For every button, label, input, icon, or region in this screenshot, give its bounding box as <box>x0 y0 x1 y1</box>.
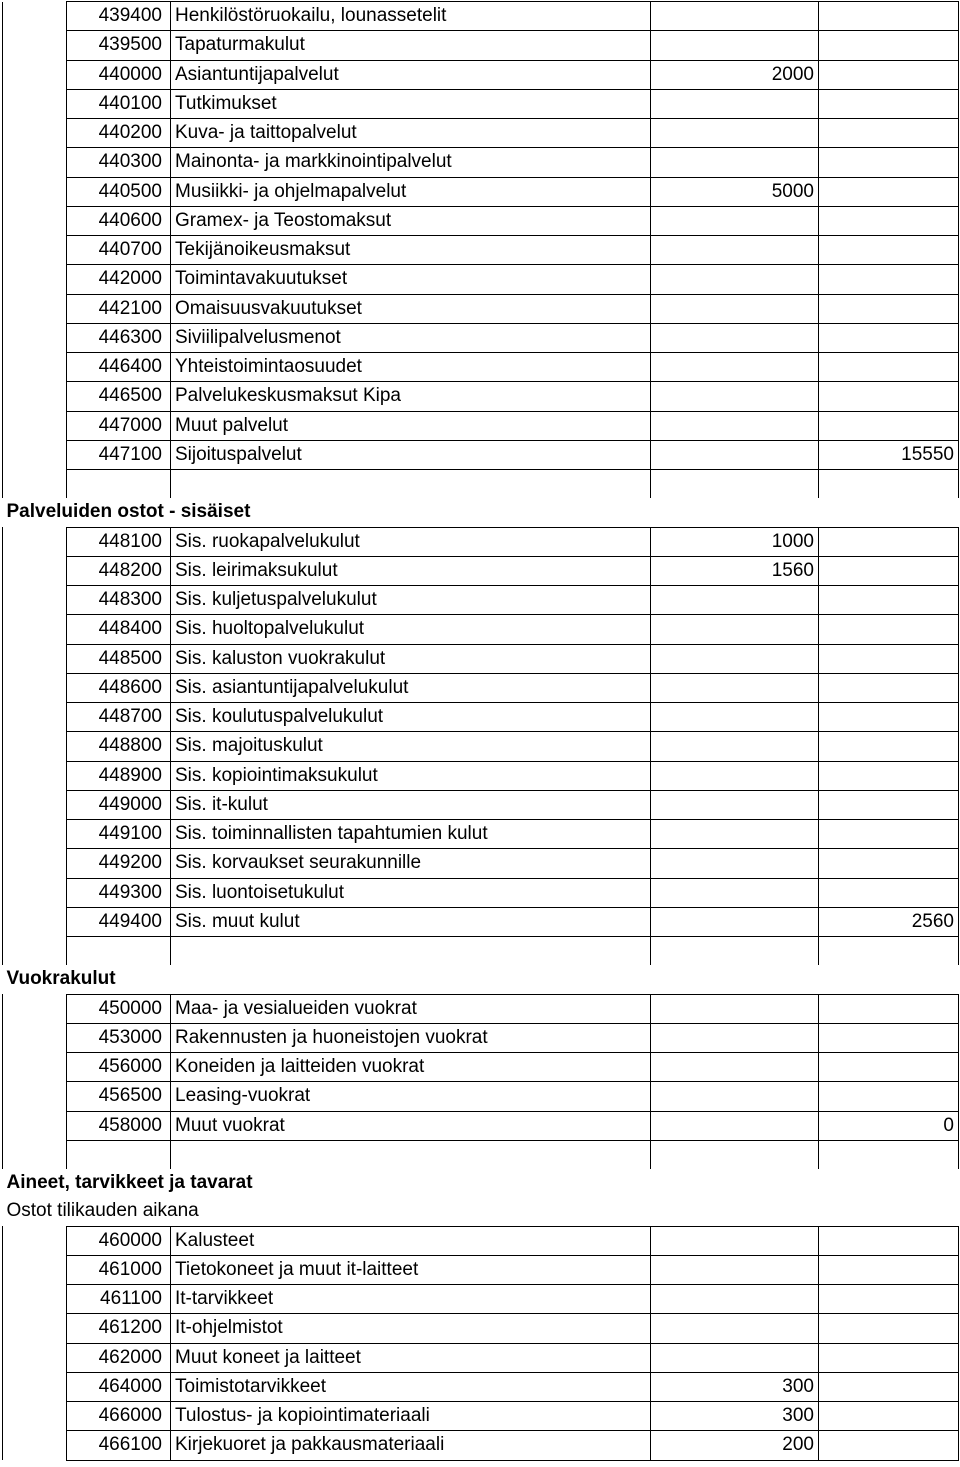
indent-cell[interactable] <box>3 1285 67 1314</box>
total-cell[interactable] <box>819 119 959 148</box>
account-name-cell[interactable]: Kalusteet <box>171 1226 651 1255</box>
table-row <box>3 1023 959 1052</box>
account-name-cell[interactable]: Sis. majoituskulut <box>171 732 651 761</box>
table-row <box>3 1402 959 1431</box>
table-row <box>3 878 959 907</box>
amount-cell[interactable]: 2000 <box>651 60 819 89</box>
account-code-cell[interactable]: 440300 <box>67 148 171 177</box>
account-name-cell[interactable]: Sis. kuljetuspalvelukulut <box>171 586 651 615</box>
amount-cell[interactable]: 1000 <box>651 527 819 556</box>
table-row <box>3 790 959 819</box>
indent-cell[interactable] <box>3 60 67 89</box>
total-cell[interactable] <box>819 60 959 89</box>
account-name-cell[interactable]: Kirjekuoret ja pakkausmateriaali <box>171 1431 651 1460</box>
account-code-cell[interactable]: 466100 <box>67 1431 171 1460</box>
total-cell[interactable] <box>819 703 959 732</box>
account-name-cell[interactable]: Sijoituspalvelut <box>171 440 651 469</box>
table-row <box>3 849 959 878</box>
indent-cell[interactable] <box>3 586 67 615</box>
account-code-cell[interactable]: 440700 <box>67 236 171 265</box>
account-code-cell[interactable]: 461100 <box>67 1285 171 1314</box>
table-row <box>3 236 959 265</box>
total-cell[interactable] <box>819 1343 959 1372</box>
blank-cell[interactable] <box>651 937 819 966</box>
amount-cell[interactable] <box>651 411 819 440</box>
amount-cell[interactable] <box>651 994 819 1023</box>
table-row <box>3 556 959 585</box>
section-heading-row <box>3 1169 959 1197</box>
account-name-cell[interactable]: Sis. leirimaksukulut <box>171 556 651 585</box>
total-cell[interactable] <box>819 1372 959 1401</box>
blank-cell[interactable] <box>171 470 651 499</box>
amount-cell[interactable] <box>651 1053 819 1082</box>
amount-cell[interactable] <box>651 1023 819 1052</box>
account-code-cell[interactable]: 462000 <box>67 1343 171 1372</box>
budget-table-body <box>3 2 959 1461</box>
blank-row <box>3 470 959 499</box>
table-row <box>3 527 959 556</box>
indent-cell[interactable] <box>3 148 67 177</box>
table-row <box>3 1285 959 1314</box>
section-heading-row <box>3 965 959 994</box>
account-code-cell[interactable]: 458000 <box>67 1111 171 1140</box>
table-row <box>3 615 959 644</box>
account-name-cell[interactable]: Asiantuntijapalvelut <box>171 60 651 89</box>
amount-cell[interactable] <box>651 323 819 352</box>
blank-cell[interactable] <box>171 1140 651 1169</box>
table-row <box>3 177 959 206</box>
total-cell[interactable] <box>819 1082 959 1111</box>
account-code-cell[interactable]: 448100 <box>67 527 171 556</box>
amount-cell[interactable] <box>651 849 819 878</box>
total-cell[interactable] <box>819 820 959 849</box>
total-cell[interactable] <box>819 353 959 382</box>
total-cell[interactable] <box>819 790 959 819</box>
account-code-cell[interactable]: 448700 <box>67 703 171 732</box>
blank-row <box>3 937 959 966</box>
amount-cell[interactable] <box>651 586 819 615</box>
total-cell[interactable] <box>819 323 959 352</box>
total-cell[interactable] <box>819 527 959 556</box>
table-row <box>3 1053 959 1082</box>
indent-cell[interactable] <box>3 206 67 235</box>
account-name-cell[interactable]: Sis. korvaukset seurakunnille <box>171 849 651 878</box>
account-code-cell[interactable]: 453000 <box>67 1023 171 1052</box>
indent-cell[interactable] <box>3 790 67 819</box>
account-code-cell[interactable]: 448600 <box>67 673 171 702</box>
indent-cell[interactable] <box>3 1314 67 1343</box>
account-code-cell[interactable]: 460000 <box>67 1226 171 1255</box>
amount-cell[interactable] <box>651 265 819 294</box>
section-heading[interactable]: Vuokrakulut <box>6 968 116 990</box>
indent-cell[interactable] <box>3 761 67 790</box>
indent-cell[interactable] <box>3 1226 67 1255</box>
indent-cell[interactable] <box>3 1023 67 1052</box>
amount-cell[interactable] <box>651 820 819 849</box>
total-cell[interactable]: 0 <box>819 1111 959 1140</box>
indent-cell[interactable] <box>3 1431 67 1460</box>
account-code-cell[interactable]: 464000 <box>67 1372 171 1401</box>
indent-cell[interactable] <box>3 703 67 732</box>
amount-cell[interactable] <box>651 790 819 819</box>
amount-cell[interactable]: 300 <box>651 1372 819 1401</box>
account-name-cell[interactable]: Muut koneet ja laitteet <box>171 1343 651 1372</box>
account-code-cell[interactable]: 448500 <box>67 644 171 673</box>
indent-cell[interactable] <box>3 323 67 352</box>
total-cell[interactable] <box>819 586 959 615</box>
account-name-cell[interactable]: Tietokoneet ja muut it-laitteet <box>171 1255 651 1284</box>
amount-cell[interactable] <box>651 1226 819 1255</box>
amount-cell[interactable] <box>651 353 819 382</box>
total-cell[interactable] <box>819 732 959 761</box>
section-subheading-row <box>3 1197 959 1226</box>
blank-cell[interactable] <box>819 937 959 966</box>
account-name-cell[interactable]: Sis. koulutuspalvelukulut <box>171 703 651 732</box>
account-code-cell[interactable]: 440100 <box>67 89 171 118</box>
indent-cell[interactable] <box>3 265 67 294</box>
account-code-cell[interactable]: 456500 <box>67 1082 171 1111</box>
account-code-cell[interactable]: 440600 <box>67 206 171 235</box>
account-code-cell[interactable]: 448300 <box>67 586 171 615</box>
table-row <box>3 206 959 235</box>
section-subheading[interactable]: Ostot tilikauden aikana <box>6 1200 199 1222</box>
indent-cell[interactable] <box>3 556 67 585</box>
account-name-cell[interactable]: Muut palvelut <box>171 411 651 440</box>
amount-cell[interactable] <box>651 1314 819 1343</box>
account-code-cell[interactable]: 449100 <box>67 820 171 849</box>
table-row <box>3 1314 959 1343</box>
account-code-cell[interactable]: 449000 <box>67 790 171 819</box>
total-cell[interactable] <box>819 849 959 878</box>
indent-cell[interactable] <box>3 2 67 31</box>
table-row <box>3 31 959 60</box>
budget-table <box>2 1 959 1461</box>
indent-cell[interactable] <box>3 294 67 323</box>
amount-cell[interactable] <box>651 1255 819 1284</box>
account-name-cell[interactable]: Sis. it-kulut <box>171 790 651 819</box>
total-cell[interactable]: 2560 <box>819 907 959 936</box>
section-heading[interactable]: Aineet, tarvikkeet ja tavarat <box>6 1172 253 1194</box>
account-name-cell[interactable]: Koneiden ja laitteiden vuokrat <box>171 1053 651 1082</box>
account-name-cell[interactable]: Tapaturmakulut <box>171 31 651 60</box>
blank-cell[interactable] <box>67 937 171 966</box>
total-cell[interactable] <box>819 673 959 702</box>
table-row <box>3 323 959 352</box>
table-row <box>3 2 959 31</box>
total-cell[interactable] <box>819 1314 959 1343</box>
account-code-cell[interactable]: 446500 <box>67 382 171 411</box>
account-name-cell[interactable]: Sis. toiminnallisten tapahtumien kulut <box>171 820 651 849</box>
blank-cell[interactable] <box>3 470 67 499</box>
table-row <box>3 703 959 732</box>
indent-cell[interactable] <box>3 411 67 440</box>
total-cell[interactable] <box>819 644 959 673</box>
blank-cell[interactable] <box>67 470 171 499</box>
amount-cell[interactable] <box>651 440 819 469</box>
account-code-cell[interactable]: 450000 <box>67 994 171 1023</box>
total-cell[interactable] <box>819 1226 959 1255</box>
total-cell[interactable]: 15550 <box>819 440 959 469</box>
amount-cell[interactable] <box>651 907 819 936</box>
account-name-cell[interactable]: Omaisuusvakuutukset <box>171 294 651 323</box>
table-row <box>3 1343 959 1372</box>
table-row <box>3 411 959 440</box>
blank-cell[interactable] <box>651 1140 819 1169</box>
account-name-cell[interactable]: Kuva- ja taittopalvelut <box>171 119 651 148</box>
account-name-cell[interactable]: Yhteistoimintaosuudet <box>171 353 651 382</box>
account-code-cell[interactable]: 447100 <box>67 440 171 469</box>
account-code-cell[interactable]: 448400 <box>67 615 171 644</box>
table-row <box>3 265 959 294</box>
account-code-cell[interactable]: 439500 <box>67 31 171 60</box>
indent-cell[interactable] <box>3 1402 67 1431</box>
account-code-cell[interactable]: 448800 <box>67 732 171 761</box>
indent-cell[interactable] <box>3 119 67 148</box>
total-cell[interactable] <box>819 177 959 206</box>
account-name-cell[interactable]: It-tarvikkeet <box>171 1285 651 1314</box>
blank-cell[interactable] <box>3 937 67 966</box>
indent-cell[interactable] <box>3 89 67 118</box>
amount-cell[interactable] <box>651 1343 819 1372</box>
account-name-cell[interactable]: Rakennusten ja huoneistojen vuokrat <box>171 1023 651 1052</box>
amount-cell[interactable] <box>651 382 819 411</box>
table-row <box>3 148 959 177</box>
section-heading[interactable]: Palveluiden ostot - sisäiset <box>6 501 251 523</box>
table-row <box>3 732 959 761</box>
indent-cell[interactable] <box>3 1082 67 1111</box>
total-cell[interactable] <box>819 1023 959 1052</box>
amount-cell[interactable] <box>651 2 819 31</box>
table-row <box>3 1255 959 1284</box>
amount-cell[interactable] <box>651 119 819 148</box>
total-cell[interactable] <box>819 1053 959 1082</box>
total-cell[interactable] <box>819 206 959 235</box>
total-cell[interactable] <box>819 1431 959 1460</box>
account-code-cell[interactable]: 448200 <box>67 556 171 585</box>
account-name-cell[interactable]: Henkilöstöruokailu, lounassetelit <box>171 2 651 31</box>
indent-cell[interactable] <box>3 1053 67 1082</box>
account-code-cell[interactable]: 440200 <box>67 119 171 148</box>
indent-cell[interactable] <box>3 1372 67 1401</box>
indent-cell[interactable] <box>3 1111 67 1140</box>
amount-cell[interactable] <box>651 294 819 323</box>
indent-cell[interactable] <box>3 820 67 849</box>
account-code-cell[interactable]: 440500 <box>67 177 171 206</box>
table-row <box>3 60 959 89</box>
amount-cell[interactable]: 5000 <box>651 177 819 206</box>
account-code-cell[interactable]: 447000 <box>67 411 171 440</box>
amount-cell[interactable] <box>651 148 819 177</box>
blank-row <box>3 1140 959 1169</box>
amount-cell[interactable]: 200 <box>651 1431 819 1460</box>
table-row <box>3 119 959 148</box>
table-row <box>3 673 959 702</box>
table-row <box>3 761 959 790</box>
amount-cell[interactable] <box>651 615 819 644</box>
total-cell[interactable] <box>819 1255 959 1284</box>
indent-cell[interactable] <box>3 878 67 907</box>
indent-cell[interactable] <box>3 673 67 702</box>
table-row <box>3 1372 959 1401</box>
indent-cell[interactable] <box>3 236 67 265</box>
table-row <box>3 644 959 673</box>
total-cell[interactable] <box>819 236 959 265</box>
account-code-cell[interactable]: 442000 <box>67 265 171 294</box>
total-cell[interactable] <box>819 294 959 323</box>
total-cell[interactable] <box>819 556 959 585</box>
table-row <box>3 1226 959 1255</box>
blank-cell[interactable] <box>819 470 959 499</box>
account-name-cell[interactable]: Muut vuokrat <box>171 1111 651 1140</box>
amount-cell[interactable] <box>651 1285 819 1314</box>
total-cell[interactable] <box>819 89 959 118</box>
blank-cell[interactable] <box>67 1140 171 1169</box>
table-row <box>3 353 959 382</box>
account-name-cell[interactable]: Tekijänoikeusmaksut <box>171 236 651 265</box>
account-name-cell[interactable]: Sis. luontoisetukulut <box>171 878 651 907</box>
indent-cell[interactable] <box>3 31 67 60</box>
amount-cell[interactable] <box>651 761 819 790</box>
account-code-cell[interactable]: 442100 <box>67 294 171 323</box>
blank-cell[interactable] <box>651 470 819 499</box>
indent-cell[interactable] <box>3 177 67 206</box>
account-name-cell[interactable]: Musiikki- ja ohjelmapalvelut <box>171 177 651 206</box>
indent-cell[interactable] <box>3 440 67 469</box>
table-row <box>3 907 959 936</box>
blank-cell[interactable] <box>819 1140 959 1169</box>
table-row <box>3 1431 959 1460</box>
account-code-cell[interactable]: 466000 <box>67 1402 171 1431</box>
table-row <box>3 586 959 615</box>
account-code-cell[interactable]: 449200 <box>67 849 171 878</box>
account-name-cell[interactable]: Toimintavakuutukset <box>171 265 651 294</box>
account-name-cell[interactable]: Palvelukeskusmaksut Kipa <box>171 382 651 411</box>
indent-cell[interactable] <box>3 907 67 936</box>
total-cell[interactable] <box>819 1402 959 1431</box>
amount-cell[interactable] <box>651 1082 819 1111</box>
total-cell[interactable] <box>819 615 959 644</box>
account-name-cell[interactable]: Sis. muut kulut <box>171 907 651 936</box>
indent-cell[interactable] <box>3 527 67 556</box>
table-row <box>3 1111 959 1140</box>
total-cell[interactable] <box>819 382 959 411</box>
account-name-cell[interactable]: Sis. asiantuntijapalvelukulut <box>171 673 651 702</box>
table-row <box>3 440 959 469</box>
table-row <box>3 994 959 1023</box>
amount-cell[interactable] <box>651 644 819 673</box>
indent-cell[interactable] <box>3 644 67 673</box>
indent-cell[interactable] <box>3 1255 67 1284</box>
indent-cell[interactable] <box>3 849 67 878</box>
total-cell[interactable] <box>819 2 959 31</box>
account-name-cell[interactable]: Siviilipalvelusmenot <box>171 323 651 352</box>
account-name-cell[interactable]: Sis. huoltopalvelukulut <box>171 615 651 644</box>
account-name-cell[interactable]: Sis. kaluston vuokrakulut <box>171 644 651 673</box>
account-code-cell[interactable]: 461000 <box>67 1255 171 1284</box>
total-cell[interactable] <box>819 411 959 440</box>
indent-cell[interactable] <box>3 1343 67 1372</box>
table-row <box>3 820 959 849</box>
account-code-cell[interactable]: 448900 <box>67 761 171 790</box>
account-code-cell[interactable]: 461200 <box>67 1314 171 1343</box>
indent-cell[interactable] <box>3 615 67 644</box>
total-cell[interactable] <box>819 761 959 790</box>
amount-cell[interactable]: 300 <box>651 1402 819 1431</box>
indent-cell[interactable] <box>3 732 67 761</box>
amount-cell[interactable] <box>651 1111 819 1140</box>
account-code-cell[interactable]: 446300 <box>67 323 171 352</box>
account-code-cell[interactable]: 446400 <box>67 353 171 382</box>
table-row <box>3 89 959 118</box>
account-code-cell[interactable]: 440000 <box>67 60 171 89</box>
amount-cell[interactable] <box>651 206 819 235</box>
section-heading-row <box>3 498 959 527</box>
amount-cell[interactable]: 1560 <box>651 556 819 585</box>
amount-cell[interactable] <box>651 732 819 761</box>
indent-cell[interactable] <box>3 382 67 411</box>
amount-cell[interactable] <box>651 673 819 702</box>
account-name-cell[interactable]: Tutkimukset <box>171 89 651 118</box>
amount-cell[interactable] <box>651 236 819 265</box>
account-name-cell[interactable]: It-ohjelmistot <box>171 1314 651 1343</box>
account-name-cell[interactable]: Mainonta- ja markkinointipalvelut <box>171 148 651 177</box>
account-code-cell[interactable]: 449300 <box>67 878 171 907</box>
account-code-cell[interactable]: 449400 <box>67 907 171 936</box>
account-code-cell[interactable]: 439400 <box>67 2 171 31</box>
table-row <box>3 1082 959 1111</box>
blank-cell[interactable] <box>3 1140 67 1169</box>
total-cell[interactable] <box>819 878 959 907</box>
blank-cell[interactable] <box>171 937 651 966</box>
total-cell[interactable] <box>819 994 959 1023</box>
total-cell[interactable] <box>819 265 959 294</box>
account-name-cell[interactable]: Toimistotarvikkeet <box>171 1372 651 1401</box>
indent-cell[interactable] <box>3 353 67 382</box>
account-code-cell[interactable]: 456000 <box>67 1053 171 1082</box>
amount-cell[interactable] <box>651 31 819 60</box>
account-name-cell[interactable]: Sis. kopiointimaksukulut <box>171 761 651 790</box>
account-name-cell[interactable]: Sis. ruokapalvelukulut <box>171 527 651 556</box>
account-name-cell[interactable]: Maa- ja vesialueiden vuokrat <box>171 994 651 1023</box>
table-row <box>3 294 959 323</box>
account-name-cell[interactable]: Leasing-vuokrat <box>171 1082 651 1111</box>
amount-cell[interactable] <box>651 89 819 118</box>
account-name-cell[interactable]: Tulostus- ja kopiointimateriaali <box>171 1402 651 1431</box>
total-cell[interactable] <box>819 1285 959 1314</box>
indent-cell[interactable] <box>3 994 67 1023</box>
amount-cell[interactable] <box>651 878 819 907</box>
table-row <box>3 382 959 411</box>
total-cell[interactable] <box>819 148 959 177</box>
total-cell[interactable] <box>819 31 959 60</box>
account-name-cell[interactable]: Gramex- ja Teostomaksut <box>171 206 651 235</box>
amount-cell[interactable] <box>651 703 819 732</box>
